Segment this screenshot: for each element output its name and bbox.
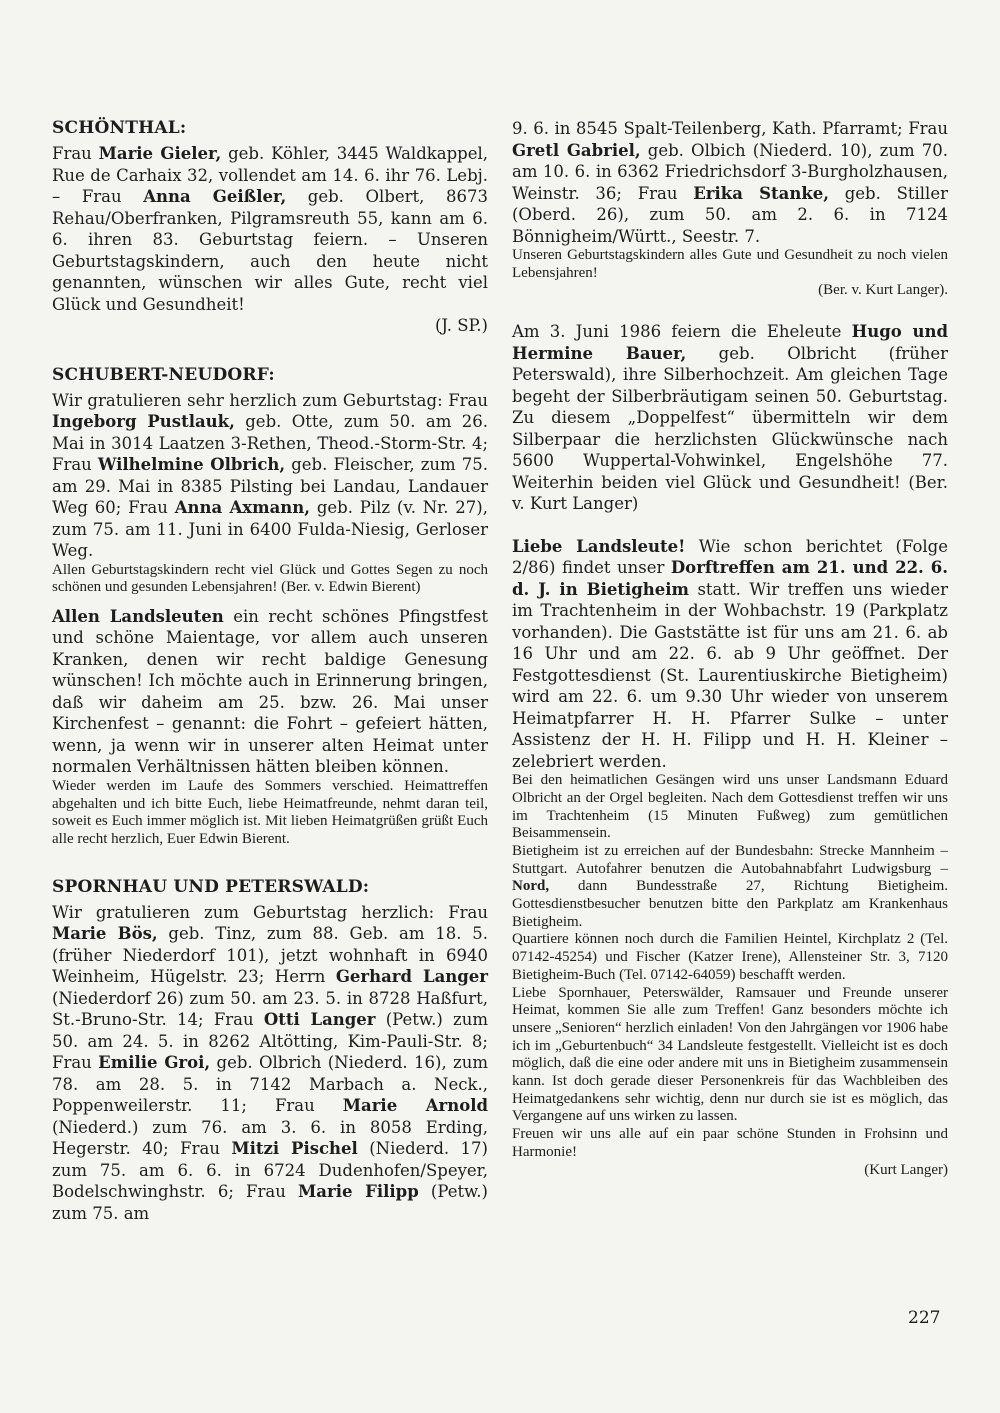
page-number: 227	[908, 1308, 941, 1328]
section-title-schubert: SCHUBERT-NEUDORF:	[52, 364, 275, 385]
lodging-paragraph: Quartiere können noch durch die Familien Heintel, Kirchplatz 2 (Tel. 07142-45254) und Fischer (Katzer Irene), Allensteiner Str. 3, 7120 Bietigheim-Buch (Tel. 07142-64059) beschafft werden.	[512, 931, 948, 983]
right-column	[512, 118, 948, 1179]
invitation-paragraph: Liebe Spornhauer, Peterswälder, Ramsauer und Freunde unserer Heimat, kommen Sie alle zum Treffen! Ganz besonders möchte ich unsere „Senioren“ herzlich einladen! Von den Jahrgängen vor 1906 habe ich im „Geburtenbuch“ 34 Landsleute festgestellt. Vielleicht ist es doch möglich, daß die eine oder andere mit uns in Bietigheim zusammensein kann. Ist doch gerade dieser Personenkreis für das Wachbleiben des Heimatgedankens sehr wichtig, denn nur durch sie ist es möglich, das Vergangene auf uns wirken zu lassen.	[512, 984, 948, 1125]
schoenthal-signature: (J. SP.)	[434, 316, 488, 335]
directions-paragraph: Bietigheim ist zu erreichen auf der Bundesbahn: Strecke Mannheim – Stuttgart. Autofahrer benutzen die Autobahnabfahrt Ludwigsburg – Nord, dann Bundesstraße 27, Richtung Bietigheim. Gottesdienstbesucher benutzen bitte den Parkplatz am Krankenhaus Bietigheim.	[512, 842, 948, 930]
organ-paragraph: Bei den heimatlichen Gesängen wird uns unser Landsmann Eduard Olbricht an der Orgel begleiten. Nach dem Gottesdienst treffen wir uns im Trachtenheim (15 Minuten Fußweg) zum gemütlichen Beisammensein.	[512, 772, 948, 842]
silver-wedding-paragraph: Am 3. Juni 1986 feiern die Eheleute Hugo und Hermine Bauer, geb. Olbricht (früher Peterswald), ihre Silberhochzeit. Am gleichen Tage begeht der Silberbräutigam seinen 50. Geburtstag. Zu diesem „Doppelfest“ übermitteln wir dem Silberpaar die herzlichsten Glückwünsche nach 5600 Wuppertal-Vohwinkel, Engelshöhe 77. Weiterhin beiden viel Glück und Gesundheit! (Ber. v. Kurt Langer)	[512, 322, 949, 514]
schubert-meetings-paragraph: Wieder werden im Laufe des Sommers verschied. Heimattreffen abgehalten und ich bitte Euch, liebe Heimatfreunde, nehmt daran teil, soweit es Euch immer möglich ist. Mit lieben Heimatgrüßen grüßt Euch alle recht herzlich, Euer Edwin Bierent.	[52, 777, 488, 848]
spornhau-birthdays-paragraph: Wir gratulieren zum Geburtstag herzlich: Frau Marie Bös, geb. Tinz, zum 88. Geb. am 18. 5. (früher Niederdorf 101), jetzt wohnhaft in 6940 Weinheim, Hügelstr. 23; Herrn Gerhard Langer (Niederdorf 26) zum 50. am 23. 5. in 8728 Haßfurt, St.-Bruno-Str. 14; Frau Otti Langer (Petw.) zum 50. am 24. 5. in 8262 Altötting, Kim-Pauli-Str. 8; Frau Emilie Groi, geb. Olbrich (Niederd. 16), zum 78. am 28. 5. in 7142 Marbach a. Neck., Poppenweilerstr. 11; Frau Marie Arnold (Niederd.) zum 76. am 3. 6. in 8058 Erding, Hegerstr. 40; Frau Mitzi Pischel (Niederd. 17) zum 75. am 6. 6. in 6724 Dudenhofen/Speyer, Bodelschwinghstr. 6; Frau Marie Filipp (Petw.) zum 75. am	[52, 902, 489, 1223]
section-title-schoenthal: SCHÖNTHAL:	[52, 118, 187, 138]
left-column	[52, 118, 488, 1224]
section-title-spornhau: SPORNHAU UND PETERSWALD:	[52, 876, 370, 897]
schubert-pentecost-paragraph: Allen Landsleuten ein recht schönes Pfingstfest und schöne Maientage, vor allem auch unseren Kranken, denen wir recht baldige Genesung wünschen! Ich möchte auch in Erinnerung bringen, daß wir daheim am 25. bzw. 26. Mai unser Kirchenfest – genannt: die Fohrt – gefeiert hätten, wenn, ja wenn wir in unserer alten Heimat unter normalen Verhältnissen hätten bleiben können.	[52, 606, 488, 777]
schoenthal-paragraph: Frau Marie Gieler, geb. Köhler, 3445 Waldkappel, Rue de Carhaix 32, vollendet am 14. 6. ihr 76. Lebj. – Frau Anna Geißler, geb. Olbert, 8673 Rehau/Oberfranken, Pilgramsreuth 55, kann am 6. 6. ihren 83. Geburtstag feiern. – Unseren Geburtstagskindern, auch den heute nicht genannten, wünschen wir alles Gute, recht viel Glück und Gesundheit!	[52, 144, 488, 314]
closing-signature: (Kurt Langer)	[864, 1161, 948, 1178]
village-meeting-paragraph: Liebe Landsleute! Wie schon berichtet (Folge 2/86) findet unser Dorftreffen am 21. und 22. 6. d. J. in Bietigheim statt. Wir treffen uns wieder im Trachtenheim in der Wohbachstr. 19 (Parkplatz vorhanden). Die Gaststätte ist für uns am 21. 6. ab 16 Uhr und am 22. 6. ab 9 Uhr geöffnet. Der Festgottesdienst (St. Laurentiuskirche Bietigheim) wird am 22. 6. um 9.30 Uhr wieder von unserem Heimatpfarrer H. H. Pfarrer Sulke – unter Assistenz der H. H. Filipp und H. H. Kleiner – zelebriert werden.	[512, 536, 949, 771]
schubert-birthdays-paragraph: Wir gratulieren sehr herzlich zum Geburtstag: Frau Ingeborg Pustlauk, geb. Otte, zum 50. am 26. Mai in 3014 Laatzen 3-Rethen, Theod.-Storm-Str. 4; Frau Wilhelmine Olbrich, geb. Fleischer, zum 75. am 29. Mai in 8385 Pilsting bei Landau, Landauer Weg 60; Frau Anna Axmann, geb. Pilz (v. Nr. 27), zum 75. am 11. Juni in 6400 Fulda-Niesig, Gerloser Weg.	[52, 390, 488, 560]
schubert-wishes-paragraph: Allen Geburtstagskindern recht viel Glück und Gottes Segen zu noch schönen und gesunden Lebensjahren! (Ber. v. Edwin Bierent)	[52, 561, 488, 596]
spornhau-birthdays-continued: 9. 6. in 8545 Spalt-Teilenberg, Kath. Pfarramt; Frau Gretl Gabriel, geb. Olbich (Niederd. 10), zum 70. am 10. 6. in 6362 Friedrichsdorf 3-Burgholzhausen, Weinstr. 36; Frau Erika Stanke, geb. Stiller (Oberd. 26), zum 50. am 2. 6. in 7124 Bönnigheim/Württ., Seestr. 7.	[512, 119, 948, 246]
spornhau-wishes-signature: (Ber. v. Kurt Langer).	[818, 282, 948, 299]
closing-paragraph: Freuen wir uns alle auf ein paar schöne Stunden in Frohsinn und Harmonie!	[512, 1126, 948, 1160]
spornhau-wishes-paragraph: Unseren Geburtstagskindern alles Gute und Gesundheit zu noch vielen Lebensjahren!	[512, 247, 948, 281]
